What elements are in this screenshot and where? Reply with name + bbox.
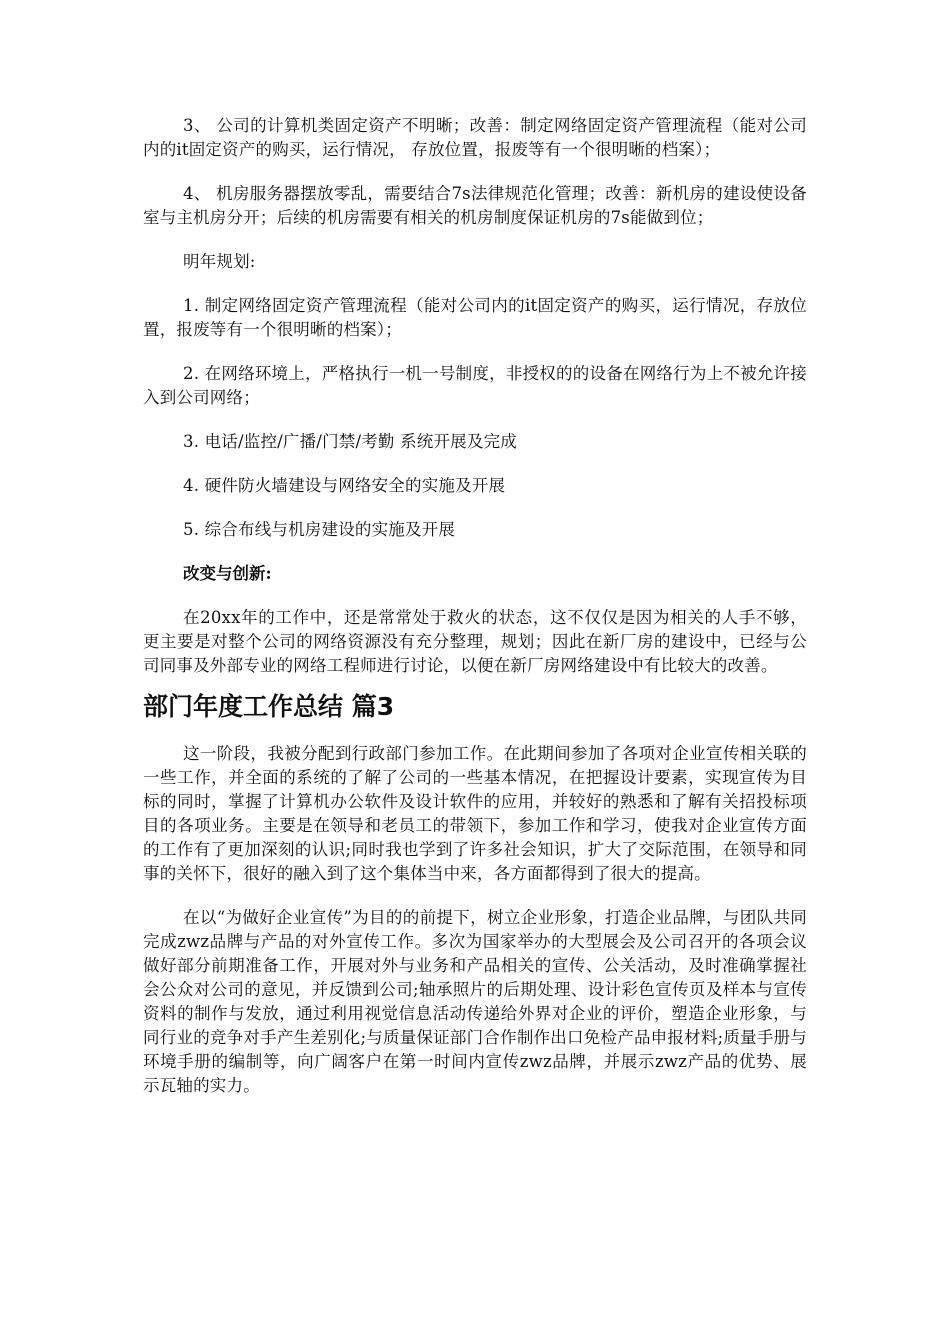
plan-heading: 明年规划: — [183, 252, 256, 271]
plan-item-4: 4. 硬件防火墙建设与网络安全的实施及开展 — [183, 476, 506, 495]
section3-paragraph-1: 这一阶段，我被分配到行政部门参加工作。在此期间参加了各项对企业宣传相关联的一些工作，并全面的系统的了解了公司的一些基本情况，在把握设计要素，实现宣传为目标的同时，掌握了计算机办公软件及设计软件的应用，并较好的熟悉和了解有关招投标项目的各项业务。主要是在领导和老员工的带领下，参加工作和学习，使我对企业宣传方面的工作有了更加深刻的认识;同时我也学到了许多社会知识，扩大了交际范围，在领导和同事的关怀下，很好的融入到了这个集体当中来，各方面都得到了很大的提高。 — [143, 744, 807, 883]
paragraph-item-3: 3、 公司的计算机类固定资产不明晰；改善：制定网络固定资产管理流程（能对公司内的it固定资产的购买，运行情况， 存放位置，报废等有一个很明晰的档案）； — [143, 116, 807, 159]
plan-item-2: 2. 在网络环境上，严格执行一机一号制度，非授权的的设备在网络行为上不被允许接 入到公司网络； — [143, 364, 807, 407]
section3-paragraph-2: 在以“为做好企业宣传”为目的的前提下，树立企业形象，打造企业品牌，与团队共同完成zwz品牌与产品的对外宣传工作。多次为国家举办的大型展会及公司召开的各项会议做好部分前期准备工作，开展对外与业务和产品相关的宣传、公关活动，及时准确掌握社会公众对公司的意见，并反馈到公司;轴承照片的后期处理、设计彩色宣传页及样本与宣传资料的制作与发放，通过利用视觉信息活动传递给外界对企业的评价，塑造企业形象，与同行业的竞争对手产生差别化;与质量保证部门合作制作出口免检产品申报材料;质量手册与环境手册的编制等，向广阔客户在第一时间内宣传zwz品牌，并展示zwz产品的优势、展示瓦轴的实力。 — [143, 908, 807, 1095]
document-page — [143, 114, 807, 1098]
paragraph-item-4: 4、 机房服务器摆放零乱，需要结合7s法律规范化管理；改善：新机房的建设使设备室与主机房分开；后续的机房需要有相关的机房制度保证机房的7s能做到位； — [143, 184, 807, 227]
section-title: 部门年度工作总结 篇3 — [143, 692, 395, 721]
plan-item-3: 3. 电话/监控/广播/门禁/考勤 系统开展及完成 — [183, 432, 517, 451]
change-paragraph: 在20xx年的工作中，还是常常处于救火的状态，这不仅仅是因为相关的人手不够，更主要是对整个公司的网络资源没有充分整理，规划；因此在新厂房的建设中，已经与公司同事及外部专业的网络工程师进行讨论，以便在新厂房网络建设中有比较大的改善。 — [143, 608, 807, 675]
plan-item-5: 5. 综合布线与机房建设的实施及开展 — [183, 520, 456, 539]
plan-item-1: 1. 制定网络固定资产管理流程（能对公司内的it固定资产的购买，运行情况，存放位置，报废等有一个很明晰的档案）； — [143, 296, 807, 339]
change-heading: 改变与创新: — [183, 564, 272, 583]
